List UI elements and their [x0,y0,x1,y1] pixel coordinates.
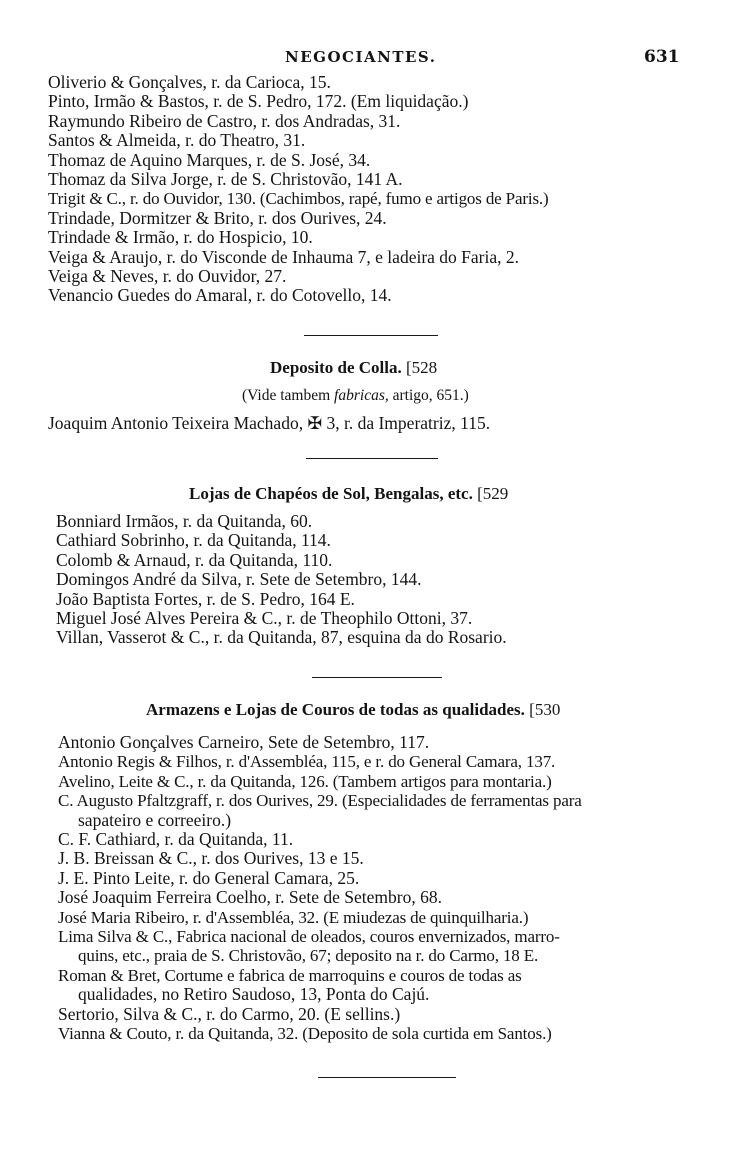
section-code: [530 [529,700,561,719]
list-item: Trindade & Irmão, r. do Hospicio, 10. [48,227,313,248]
list-item: Pinto, Irmão & Bastos, r. de S. Pedro, 172. (Em liquidação.) [48,91,469,112]
section-heading-529 [189,484,508,504]
section-divider [312,677,442,678]
list-item: Trindade, Dormitzer & Brito, r. dos Ourives, 24. [48,207,387,228]
list-item: Bonniard Irmãos, r. da Quitanda, 60. [56,511,313,531]
note-suffix: artigo, 651.) [388,387,469,404]
continued-entries-list [0,73,747,306]
list-item: Sertorio, Silva & C., r. do Carmo, 20. (E sellins.) [58,1003,401,1024]
list-item: Trigit & C., r. do Ouvidor, 130. (Cachimbos, rapé, fumo e artigos de Paris.) [48,189,549,209]
list-item: Raymundo Ribeiro de Castro, r. dos Andradas, 31. [48,110,401,131]
list-item: Thomaz de Aquino Marques, r. de S. José, 34. [48,149,371,170]
list-item: C. F. Cathiard, r. da Quitanda, 11. [58,829,294,850]
list-item: Domingos André da Silva, r. Sete de Setembro, 144. [56,569,422,590]
list-item: Veiga & Neves, r. do Ouvidor, 27. [48,266,287,287]
section-code: [528 [406,358,438,377]
section-heading-530 [146,700,560,720]
list-item: J. E. Pinto Leite, r. do General Camara, 25. [58,867,360,888]
section-529-entries [0,512,747,648]
list-item: C. Augusto Pfaltzgraff, r. dos Ourives, 29. (Especialidades de ferramentas para [58,791,582,811]
section-title: Armazens e Lojas de Couros de todas as qualidades. [146,700,525,719]
section-divider [306,458,438,459]
list-item: Venancio Guedes do Amaral, r. do Cotovello, 14. [48,285,392,306]
list-item: Santos & Almeida, r. do Theatro, 31. [48,130,306,151]
list-item: Vianna & Couto, r. da Quitanda, 32. (Deposito de sola curtida em Santos.) [58,1024,552,1044]
list-item-continuation: sapateiro e correeiro.) [78,809,232,830]
page-number: 631 [644,47,680,67]
page-header [0,48,747,72]
list-item: Lima Silva & C., Fabrica nacional de oleados, couros envernizados, marro- [58,927,560,947]
list-item: J. B. Breissan & C., r. dos Ourives, 13 e 15. [58,848,364,869]
list-item: João Baptista Fortes, r. de S. Pedro, 164 E. [56,588,355,609]
list-item: Roman & Bret, Cortume e fabrica de marroquins e couros de todas as [58,965,522,985]
list-item: Oliverio & Gonçalves, r. da Carioca, 15. [48,72,331,92]
list-item: Villan, Vasserot & C., r. da Quitanda, 87, esquina da do Rosario. [56,627,507,648]
section-code: [529 [477,484,509,503]
section-title: Deposito de Colla. [270,358,402,377]
list-item: Joaquim Antonio Teixeira Machado, ✠ 3, r. da Imperatriz, 115. [48,413,491,433]
note-italic: fabricas, [334,387,389,404]
list-item: José Maria Ribeiro, r. d'Assembléa, 32. (E miudezas de quinquilharia.) [58,907,529,927]
section-divider [304,335,438,336]
list-item: Miguel José Alves Pereira & C., r. de Theophilo Ottoni, 37. [56,608,473,629]
list-item: Colomb & Arnaud, r. da Quitanda, 110. [56,549,333,570]
note-prefix: (Vide tambem [242,387,335,404]
list-item: Antonio Regis & Filhos, r. d'Assembléa, 115, e r. do General Camara, 137. [58,752,556,772]
list-item: Thomaz da Silva Jorge, r. de S. Christovão, 141 A. [48,169,403,190]
section-divider [318,1077,456,1078]
list-item: Avelino, Leite & C., r. da Quitanda, 126. (Tambem artigos para montaria.) [58,771,552,791]
running-head: NEGOCIANTES. [285,48,437,66]
list-item-continuation: qualidades, no Retiro Saudoso, 13, Ponta do Cajú. [78,984,430,1005]
section-title: Lojas de Chapéos de Sol, Bengalas, etc. [189,484,473,503]
cross-reference-note [242,387,469,405]
section-528-entries [0,414,747,433]
section-530-entries [0,733,747,1044]
list-item-continuation: quins, etc., praia de S. Christovão, 67; deposito na r. do Carmo, 18 E. [78,946,539,966]
list-item: Cathiard Sobrinho, r. da Quitanda, 114. [56,530,331,551]
list-item: José Joaquim Ferreira Coelho, r. Sete de Setembro, 68. [58,887,442,908]
section-heading-528 [270,358,437,378]
list-item: Veiga & Araujo, r. do Visconde de Inhauma 7, e ladeira do Faria, 2. [48,246,519,267]
list-item: Antonio Gonçalves Carneiro, Sete de Setembro, 117. [58,732,430,752]
